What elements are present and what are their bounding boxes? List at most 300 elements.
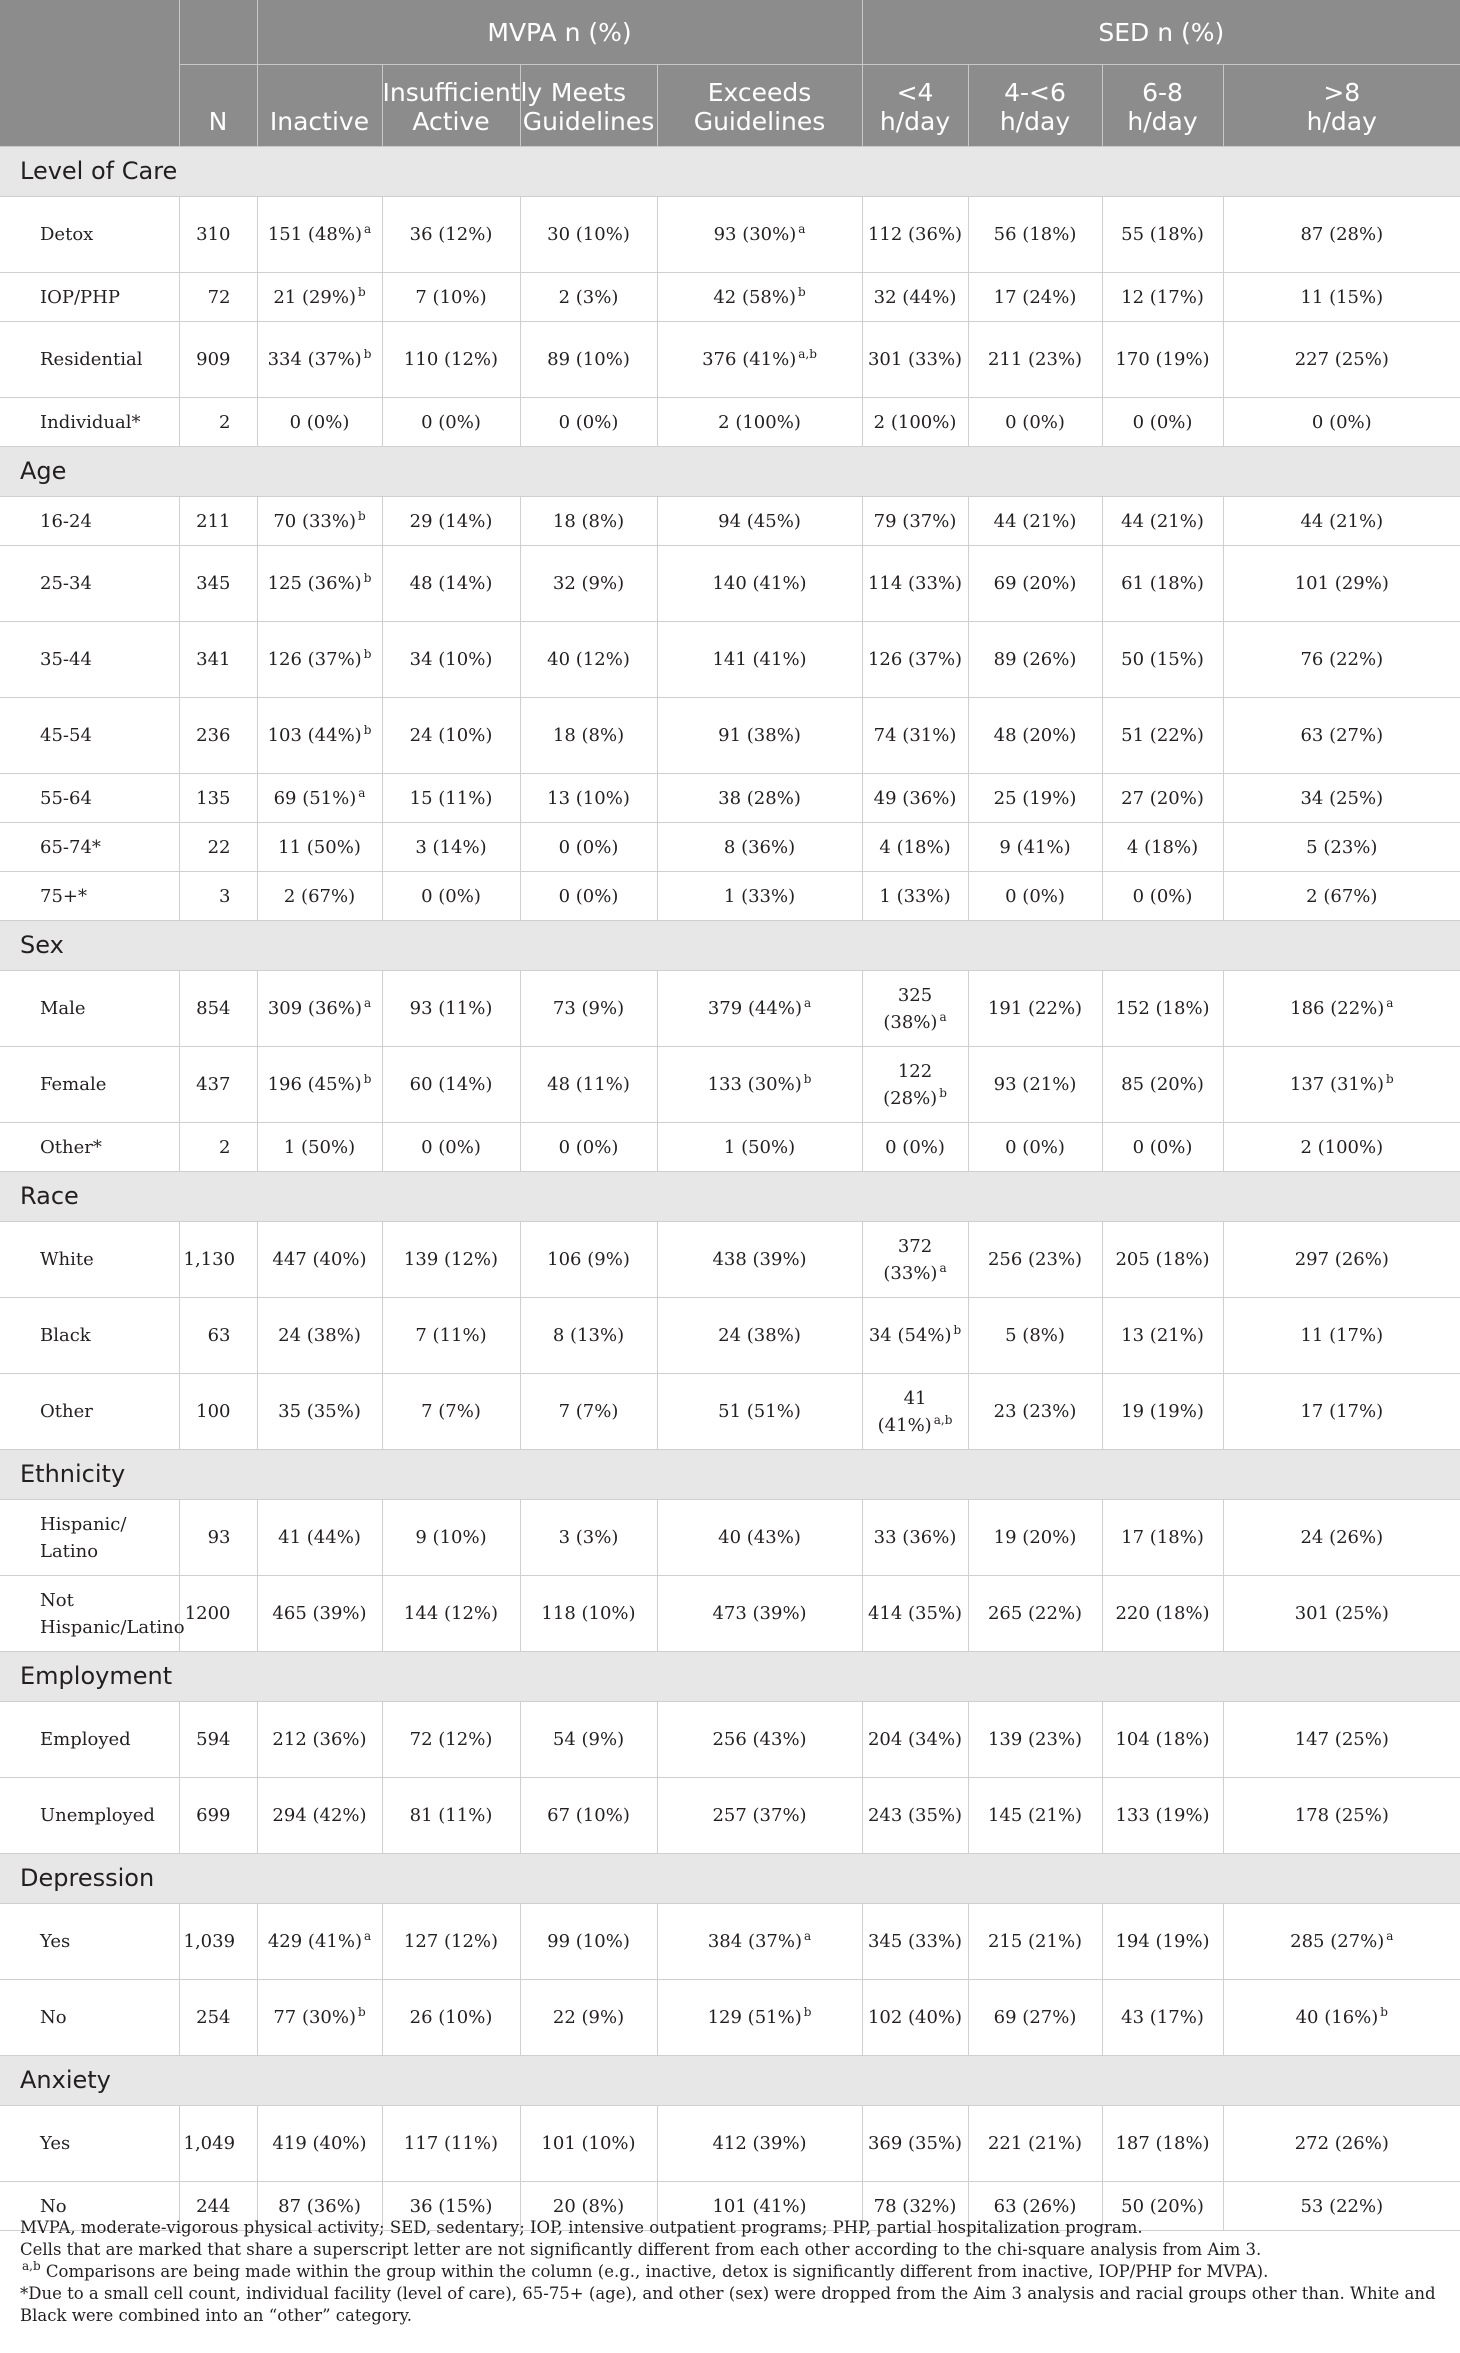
value-cell [257,1778,382,1854]
table-row [0,872,1460,921]
cell-value: 147 (25%) [1294,1729,1389,1750]
value-cell [382,1047,520,1123]
value-cell [257,774,382,823]
value-cell [657,1576,862,1652]
row-label [0,1576,185,1652]
value-cell [862,1500,968,1576]
value-cell [1223,774,1460,823]
column-header [862,65,968,147]
row-label-line: 75+* [40,885,87,907]
row-label-line: Not [40,1589,74,1611]
row-label-line: No [40,2195,67,2217]
value-cell [968,1298,1102,1374]
n-cell: 63 [179,1298,257,1374]
section-title: Depression [0,1854,1460,1904]
significance-marker: b [1380,2005,1388,2019]
value-cell [1223,322,1460,398]
value-cell [862,398,968,447]
column-header-line: h/day [879,107,951,136]
significance-marker: a [798,222,806,236]
value-cell [257,273,382,322]
n-cell: 2 [179,1123,257,1172]
cell-value: 2 (100%) [1300,1136,1384,1158]
n-cell: 854 [179,971,257,1047]
cell-value: 205 (18%) [1115,1249,1210,1270]
column-header-line: Exceeds [707,78,812,107]
cell-value: 301 (33%) [867,349,963,370]
value-cell [382,2106,520,2182]
cell-value: 29 (14%) [409,510,493,532]
value-cell [382,1702,520,1778]
cell-value: 0 (0%) [1005,411,1065,433]
value-cell [1102,1123,1223,1172]
value-cell [862,1980,968,2056]
value-cell [257,1047,382,1123]
row-label-line: Black [40,1325,91,1346]
cell-value: 141 (41%) [712,649,807,670]
cell-value: 220 (18%) [1115,1603,1210,1624]
value-cell [1102,1778,1223,1854]
row-label-line: 45-54 [40,725,92,746]
cell-value: 85 (20%) [1121,1074,1204,1095]
significance-marker: a [358,785,366,800]
significance-marker: b [358,2005,366,2019]
cell-value: 152 (18%) [1115,998,1210,1019]
cell-value: 9 (10%) [415,1527,487,1548]
cell-value: 18 (8%) [552,510,625,532]
table-row [0,698,1460,774]
row-label [0,546,179,622]
table-row [0,1576,1460,1652]
significance-marker: b [953,1323,962,1337]
column-header-line: Insufficiently [382,78,543,107]
row-label-line: 25-34 [40,573,92,594]
n-cell: 310 [179,197,257,273]
cell-value: 32 (44%) [873,286,957,308]
value-cell [1223,1904,1460,1980]
value-cell [520,774,657,823]
cell-value: 7 (7%) [421,1401,481,1422]
cell-value: 379 (44%) [707,998,802,1019]
cell-value: 139 (12%) [403,1249,499,1270]
cell-value: 101 (10%) [541,2133,636,2154]
cell-value: 79 (37%) [873,510,957,532]
value-cell [257,971,382,1047]
footnote-abbreviations: MVPA, moderate-vigorous physical activity; SED, sedentary; IOP, intensive outpatient programs; PHP, partial hospitalization program. [20,2218,1143,2237]
cell-value: 257 (37%) [712,1805,807,1826]
value-cell [1223,1047,1460,1123]
significance-marker: b [363,347,372,361]
cell-value: 0 (0%) [1005,1136,1065,1158]
value-cell [1223,1298,1460,1374]
value-cell [1223,1980,1460,2056]
cell-value: 438 (39%) [712,1249,807,1270]
n-cell: 699 [179,1778,257,1854]
value-cell [382,1980,520,2056]
cell-value: 19 (19%) [1121,1401,1204,1422]
cell-value: 18 (8%) [552,725,625,746]
cell-value: 11 (17%) [1300,1325,1384,1346]
cell-value: 170 (19%) [1115,349,1210,370]
cell-value: 133 (30%) [707,1074,802,1095]
cell-value: 0 (0%) [421,411,481,433]
cell-value: 44 (21%) [993,510,1077,532]
value-cell [1223,622,1460,698]
row-label [0,823,179,872]
cell-value: 215 (21%) [987,1931,1083,1952]
n-cell: 135 [179,774,257,823]
value-cell [862,1123,968,1172]
value-cell [1102,774,1223,823]
row-label [0,698,179,774]
value-cell [862,872,968,921]
cell-value: 103 (44%) [267,725,362,746]
cell-value: 76 (22%) [1300,649,1384,670]
value-cell [382,546,520,622]
cell-value: 1 (50%) [283,1136,356,1158]
column-header [968,65,1102,147]
cell-value: 34 (10%) [409,649,493,670]
cell-value: 8 (13%) [552,1325,625,1346]
value-cell [862,497,968,546]
cell-value: 8 (36%) [723,836,796,858]
value-cell [520,1500,657,1576]
n-cell: 100 [179,1374,257,1450]
cell-value: 369 (35%) [867,2133,963,2154]
footnote-ab-sup: a,b [22,2259,41,2273]
value-cell [862,698,968,774]
cell-value: 81 (11%) [409,1805,493,1826]
cell-value: 178 (25%) [1294,1805,1389,1826]
value-cell [520,1980,657,2056]
table-row [0,622,1460,698]
value-cell [1223,546,1460,622]
value-cell [257,1374,382,1450]
value-cell [1102,1298,1223,1374]
n-cell: 1,130 [179,1222,257,1298]
value-cell [1102,1500,1223,1576]
cell-value: 51 (22%) [1121,725,1204,746]
cell-value: 0 (0%) [421,885,481,907]
cell-value: 23 (23%) [993,1401,1077,1422]
cell-value: 36 (12%) [409,224,493,245]
row-label [0,774,179,823]
significance-marker: a [1386,996,1394,1010]
value-cell [520,1298,657,1374]
cell-value: 221 (21%) [987,2133,1083,2154]
cell-value: 69 (51%) [273,787,357,809]
cell-value: 194 (19%) [1115,1931,1210,1952]
cell-value: 25 (19%) [993,787,1077,809]
value-cell [257,1904,382,1980]
value-cell [657,1222,862,1298]
cell-value: 187 (18%) [1115,2133,1210,2154]
row-label-line: Individual* [40,411,141,433]
value-cell [520,1778,657,1854]
cell-value: 110 (12%) [403,349,499,370]
cell-value: 7 (10%) [415,286,487,308]
cell-value: 49 (36%) [873,787,957,809]
value-cell [257,322,382,398]
value-cell [382,823,520,872]
table-row [0,1500,1460,1576]
value-cell [382,1298,520,1374]
n-cell: 3 [179,872,257,921]
value-cell [520,497,657,546]
cell-value: 93 (30%) [713,224,797,245]
column-header-line: Inactive [269,107,370,136]
cell-value: 42 (58%) [713,286,796,308]
row-label [0,273,179,322]
cell-value: 256 (43%) [712,1729,807,1750]
section-row [0,1172,1460,1222]
section-row [0,1450,1460,1500]
cell-value: 112 (36%) [867,224,963,245]
column-header [1223,65,1460,147]
value-cell [257,1298,382,1374]
table-row [0,1374,1460,1450]
value-cell [257,546,382,622]
significance-marker: b [358,508,366,523]
value-cell [657,2106,862,2182]
cell-value: 3 (14%) [415,836,487,858]
value-cell [968,1123,1102,1172]
value-cell [520,1904,657,1980]
column-header-line: Active [412,107,490,136]
section-title: Age [0,447,1460,497]
section-row [0,2056,1460,2106]
value-cell [382,322,520,398]
row-label [0,1047,179,1123]
cell-value: 186 (22%) [1290,998,1385,1019]
value-cell [520,197,657,273]
cell-value: 48 (14%) [409,573,493,594]
cell-value: 384 (37%) [707,1931,802,1952]
cell-value: 93 (21%) [993,1074,1077,1095]
cell-value: 301 (25%) [1294,1603,1389,1624]
n-cell: 437 [179,1047,257,1123]
row-label-line: No [40,2007,67,2028]
cell-value: 137 (31%) [1289,1074,1385,1095]
table-body [0,147,1460,2231]
cell-value: 4 (18%) [1126,836,1199,858]
footnote-cells: Cells that are marked that share a superscript letter are not significantly different from each other according to the chi-square analysis from Aim 3. [20,2240,1262,2259]
value-cell [968,322,1102,398]
cell-value: 101 (41%) [712,2195,807,2217]
value-cell [862,322,968,398]
column-header [257,65,382,147]
row-label [0,2106,179,2182]
cell-value: 54 (9%) [552,1729,625,1750]
significance-marker: b [363,571,372,585]
n-cell: 211 [179,497,257,546]
value-cell [862,1298,968,1374]
table-row [0,971,1460,1047]
value-cell [862,1576,968,1652]
value-cell [1223,1576,1460,1652]
row-label [0,1222,179,1298]
table-row [0,1980,1460,2056]
significance-marker: b [363,647,372,661]
value-cell [657,774,862,823]
row-label [0,1374,179,1450]
cell-value: 11 (50%) [278,836,361,858]
n-cell: 236 [179,698,257,774]
row-label-line: 65-74* [40,836,101,858]
cell-value: 196 (45%) [267,1074,362,1095]
cell-value: 89 (10%) [547,349,630,370]
significance-marker: a [804,996,812,1010]
cell-value: 0 (0%) [421,1136,481,1158]
value-cell [1102,1047,1223,1123]
section-title: Employment [0,1652,1460,1702]
column-header-line: h/day [999,107,1071,136]
value-cell [520,622,657,698]
cell-value: 12 (17%) [1121,286,1204,308]
table-row [0,823,1460,872]
value-cell [520,1222,657,1298]
value-cell [657,1047,862,1123]
value-cell [520,1374,657,1450]
cell-value: 1 (33%) [879,885,951,907]
value-cell [1102,2106,1223,2182]
value-cell [1223,273,1460,322]
cell-value: 412 (39%) [712,2133,807,2154]
cell-value: 36 (15%) [409,2195,493,2217]
table-row [0,1298,1460,1374]
value-cell [520,2106,657,2182]
value-cell [1223,971,1460,1047]
cell-value: 48 (20%) [993,725,1077,746]
row-label [0,872,179,921]
significance-marker: a,b [798,347,817,361]
cell-value: 17 (24%) [993,286,1077,308]
cell-value: 265 (22%) [987,1603,1083,1624]
cell-value: 32 (9%) [552,573,625,594]
value-cell [1102,698,1223,774]
cell-value: 372 (33%) [883,1235,938,1284]
cell-value: 2 (100%) [873,411,957,433]
cell-value: 34 (25%) [1300,787,1384,809]
value-cell [520,1047,657,1123]
value-cell [1102,322,1223,398]
value-cell [968,2106,1102,2182]
cell-value: 93 (11%) [409,998,493,1019]
value-cell [520,698,657,774]
row-label-header [0,0,179,147]
value-cell [257,872,382,921]
value-cell [968,872,1102,921]
cell-value: 140 (41%) [712,573,807,594]
value-cell [968,1500,1102,1576]
cell-value: 0 (0%) [558,885,619,907]
cell-value: 106 (9%) [547,1249,630,1270]
cell-value: 40 (43%) [718,1527,801,1548]
table-row [0,546,1460,622]
value-cell [1102,1702,1223,1778]
value-cell [862,197,968,273]
significance-marker: b [798,284,806,299]
value-cell [862,1904,968,1980]
value-cell [1102,197,1223,273]
table-row [0,1222,1460,1298]
row-label [0,197,179,273]
cell-value: 334 (37%) [267,349,362,370]
value-cell [257,1222,382,1298]
cell-value: 139 (23%) [987,1729,1083,1750]
value-cell [657,823,862,872]
significance-marker: a [939,1009,947,1024]
row-label-line: Yes [40,2133,71,2154]
value-cell [382,1778,520,1854]
row-label-line: 16-24 [40,510,92,532]
value-cell [1102,273,1223,322]
row-label-line: Residential [40,349,143,370]
value-cell [382,1374,520,1450]
value-cell [520,1702,657,1778]
column-header-line: 6-8 [1142,78,1183,107]
cell-value: 91 (38%) [718,725,801,746]
table-row [0,2106,1460,2182]
value-cell [1223,872,1460,921]
cell-value: 256 (23%) [987,1249,1083,1270]
n-cell: 2 [179,398,257,447]
significance-marker: b [803,1072,812,1086]
cell-value: 272 (26%) [1294,2133,1389,2154]
cell-value: 38 (28%) [718,787,801,809]
cell-value: 126 (37%) [867,649,963,670]
value-cell [382,622,520,698]
column-header [382,65,543,147]
value-cell [520,273,657,322]
n-cell: 594 [179,1702,257,1778]
cell-value: 94 (45%) [718,510,801,532]
value-cell [657,698,862,774]
value-cell [1223,1702,1460,1778]
value-cell [382,1576,520,1652]
row-label [0,1702,179,1778]
cell-value: 285 (27%) [1290,1931,1385,1952]
value-cell [862,1047,968,1123]
value-cell [968,698,1102,774]
cell-value: 9 (41%) [999,836,1071,858]
section-title: Race [0,1172,1460,1222]
value-cell [382,1904,520,1980]
section-row [0,921,1460,971]
value-cell [382,1222,520,1298]
cell-value: 101 (29%) [1294,573,1389,594]
cell-value: 13 (21%) [1121,1325,1204,1346]
significance-marker: a [363,1929,372,1943]
value-cell [862,622,968,698]
value-cell [968,1374,1102,1450]
cell-value: 447 (40%) [272,1249,367,1270]
value-cell [657,872,862,921]
row-label [0,1778,179,1854]
cell-value: 294 (42%) [272,1805,367,1826]
section-title: Sex [0,921,1460,971]
cell-value: 129 (51%) [707,2007,802,2028]
value-cell [657,1778,862,1854]
cell-value: 7 (11%) [415,1325,487,1346]
row-label-line: Hispanic/ [40,1513,127,1535]
significance-marker: a [363,222,372,236]
significance-marker: a [939,1260,947,1275]
cell-value: 133 (19%) [1115,1805,1210,1826]
row-label [0,622,179,698]
value-cell [862,2106,968,2182]
n-cell: 1,039 [179,1904,257,1980]
